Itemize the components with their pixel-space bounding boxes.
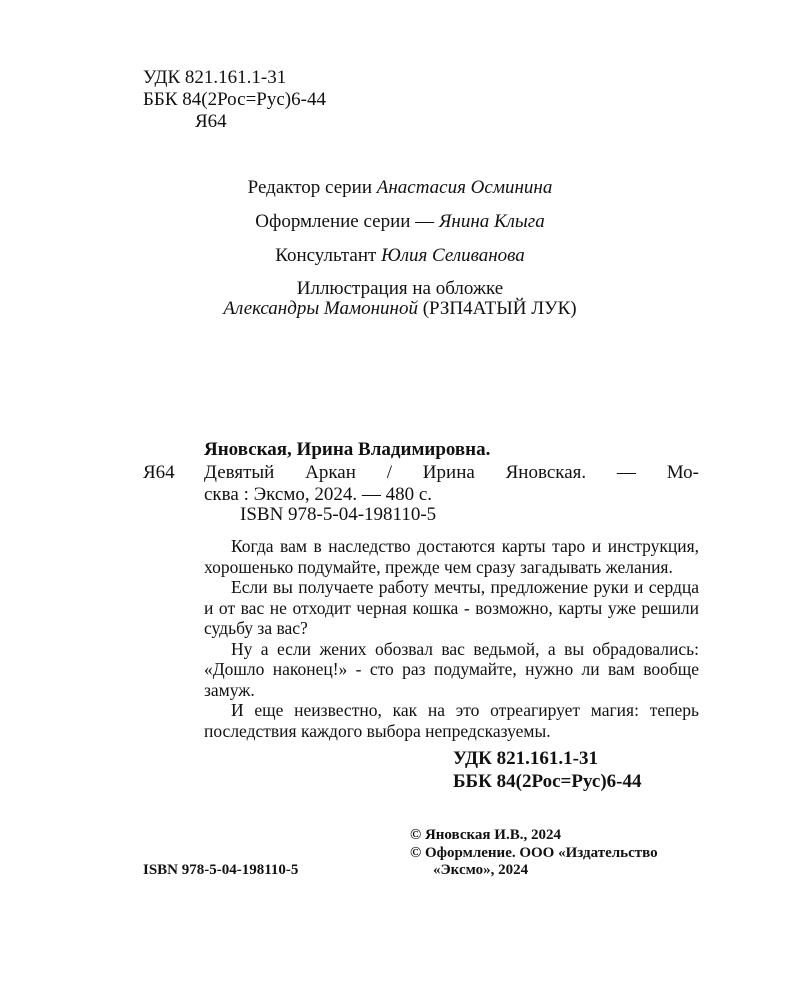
catalog-description-line1: Девятый Аркан / Ирина Яновская. — Мо- [204, 462, 699, 483]
series-editor-line [0, 177, 800, 199]
bbk-code-bottom: ББК 84(2Рос=Рус)6-44 [453, 771, 642, 792]
annotation-paragraph-2: Если вы получаете работу мечты, предложение руки и сердца и от вас не отходит черная кошка - возможно, карты уже решили судьбу за вас? [204, 577, 699, 638]
copyright-design-line2: «Эксмо», 2024 [433, 862, 529, 878]
annotation-paragraph-1: Когда вам в наследство достаются карты таро и инструкция, хорошенько подумайте, прежде чем сразу загадывать желания. [204, 536, 699, 577]
catalog-author-heading: Яновская, Ирина Владимировна. [204, 439, 491, 460]
series-designer-name: Янина Клыга [438, 211, 545, 232]
series-design-line [0, 211, 800, 233]
catalog-isbn: ISBN 978-5-04-198110-5 [240, 504, 437, 525]
annotation-paragraph-4: И еще неизвестно, как на это отреагирует магия: теперь последствия каждого выбора непредсказуемы. [204, 700, 699, 741]
series-editor-label: Редактор серии [247, 177, 377, 198]
catalog-description-line2: сква : Эксмо, 2024. — 480 с. [204, 484, 433, 505]
annotation-paragraph-3: Ну а если жених обозвал вас ведьмой, а вы обрадовались: «Дошло наконец!» - сто раз подумайте, нужно ли вам вообще замуж. [204, 638, 699, 700]
copyright-design-line1: © Оформление. ООО «Издательство [410, 845, 658, 861]
consultant-name: Юлия Селиванова [381, 245, 525, 266]
series-editor-name: Анастасия Осминина [376, 177, 553, 198]
cover-illustration-label: Иллюстрация на обложке [296, 278, 504, 299]
author-mark-top: Я64 [195, 111, 227, 132]
illustrator-alias: (РЗП4АТЫЙ ЛУК) [417, 298, 577, 319]
copyright-author: © Яновская И.В., 2024 [410, 827, 561, 843]
udk-code-top: УДК 821.161.1-31 [143, 67, 287, 88]
consultant-line [0, 245, 800, 267]
bbk-code-top: ББК 84(2Рос=Рус)6-44 [143, 89, 326, 110]
consultant-label: Консультант [275, 245, 382, 266]
illustrator-name: Александры Мамониной [223, 298, 418, 319]
footer-isbn: ISBN 978-5-04-198110-5 [143, 862, 299, 878]
illustrator-line [0, 298, 800, 320]
catalog-author-mark: Я64 [143, 462, 175, 483]
udk-code-bottom: УДК 821.161.1-31 [453, 748, 598, 769]
series-design-label: Оформление серии — [255, 211, 439, 232]
annotation [204, 536, 699, 741]
